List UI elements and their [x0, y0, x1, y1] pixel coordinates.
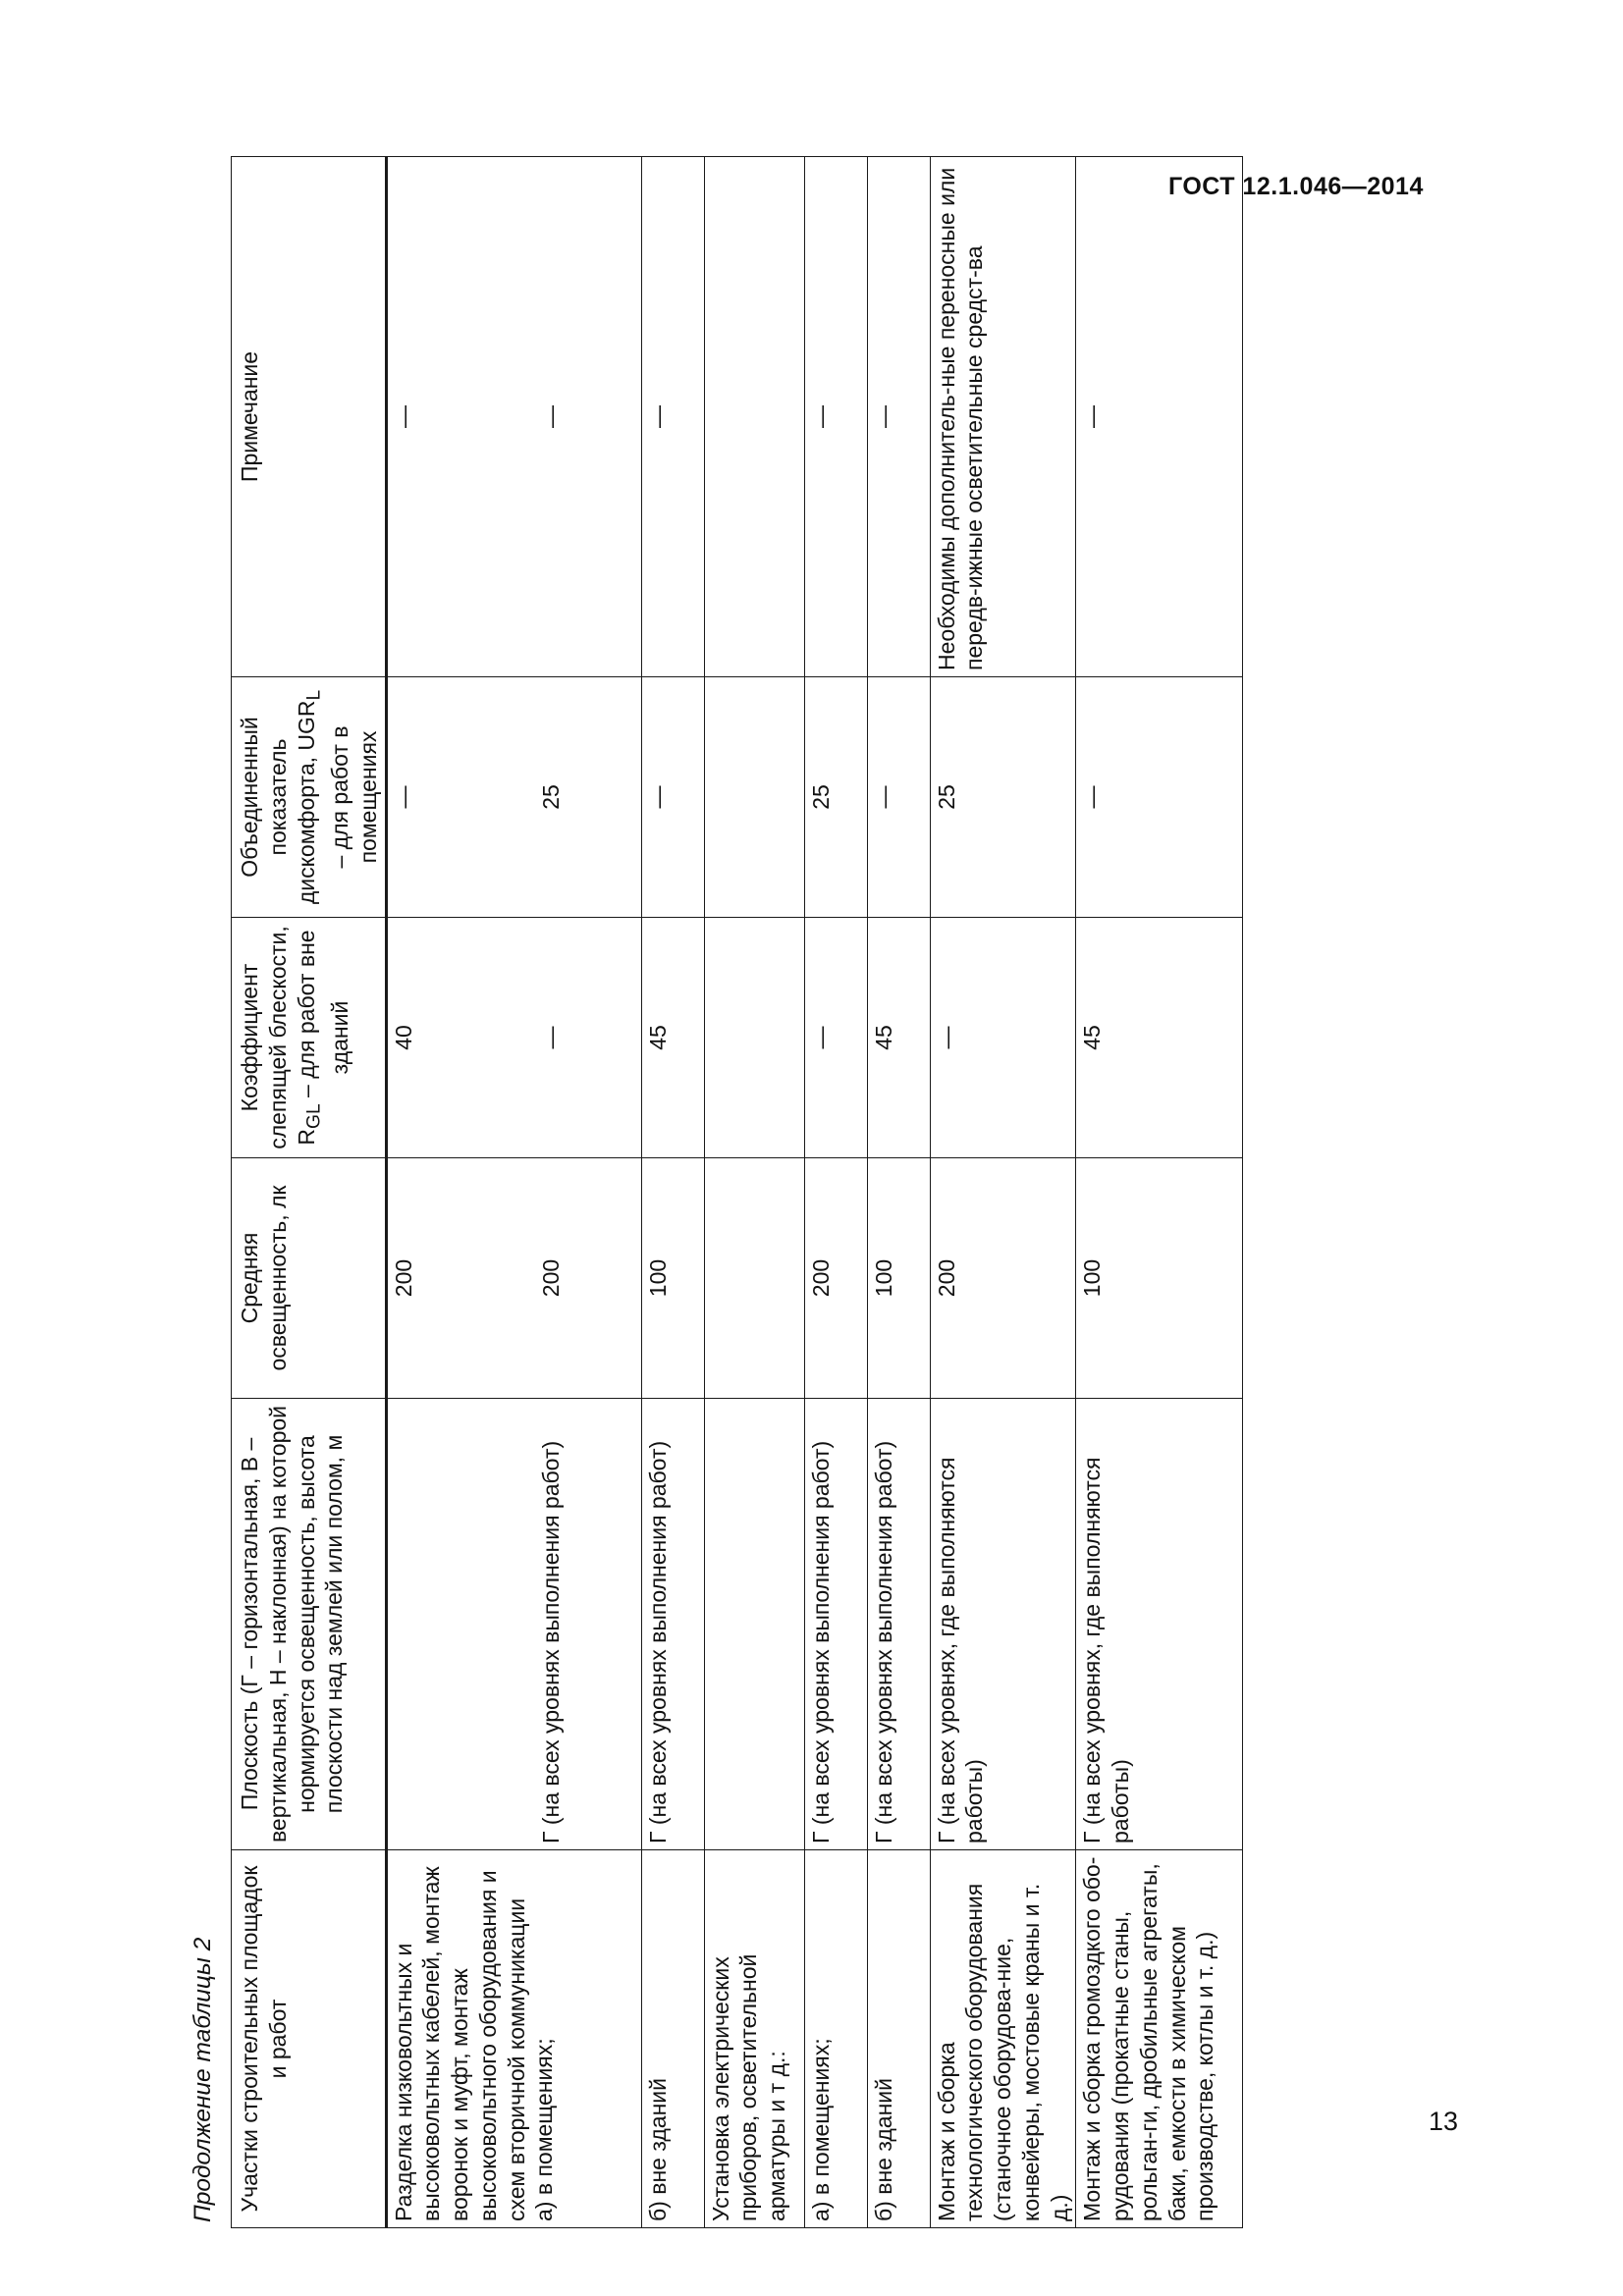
rgl-subscript: GL: [303, 1103, 325, 1129]
cell-ugr: —: [641, 677, 704, 918]
cell-ugr: [704, 677, 804, 918]
ugr-value: 25: [538, 784, 565, 810]
cell-area: а) в помещениях;: [804, 1850, 867, 2228]
col-header-lux: Средняя освещенность, лк: [232, 1158, 387, 1399]
cell-note: —: [867, 157, 930, 677]
lux-top: 200: [390, 1258, 416, 1298]
note-value: —: [538, 405, 565, 428]
cell-plane: Г (на всех уровнях выполнения работ): [867, 1399, 930, 1850]
col-header-rgl: [232, 918, 387, 1158]
cell-plane: Г (на всех уровнях выполнения работ): [804, 1399, 867, 1850]
table-row: [386, 157, 641, 2228]
cell-rgl: 45: [867, 918, 930, 1158]
area-sub: а) в помещениях;: [531, 2038, 558, 2221]
cell-ugr: —: [1076, 677, 1243, 918]
cell-rgl: —: [804, 918, 867, 1158]
cell-plane: Г (на всех уровнях выполнения работ): [641, 1399, 704, 1850]
table-row: [804, 157, 867, 2228]
cell-lux: [386, 1158, 641, 1399]
cell-area: Установка электрических приборов, осветительной арматуры и т д.:: [704, 1850, 804, 2228]
cell-rgl: 45: [641, 918, 704, 1158]
table-header-row: [232, 157, 387, 2228]
rgl-label: Коэффициент слепящей блескости, R: [237, 926, 319, 1149]
col-header-ugr: [232, 677, 387, 918]
cell-rgl: [386, 918, 641, 1158]
table-row: [641, 157, 704, 2228]
cell-ugr: —: [867, 677, 930, 918]
col-header-plane: Плоскость (Г – горизонтальная, В – вертикальная, Н – наклонная) на которой нормируется освещенность, высота плоскости над землей или полом, м: [232, 1399, 387, 1850]
ugr-top: —: [390, 785, 416, 809]
cell-lux: 200: [804, 1158, 867, 1399]
ugr-suffix: – для работ в помещениях: [327, 725, 381, 869]
cell-note: —: [1076, 157, 1243, 677]
cell-lux: 100: [641, 1158, 704, 1399]
cell-lux: 100: [1076, 1158, 1243, 1399]
col-header-area: Участки строительных площадок и работ: [232, 1850, 387, 2228]
cell-lux: 100: [867, 1158, 930, 1399]
table-row: [867, 157, 930, 2228]
table-row: [704, 157, 804, 2228]
cell-note: —: [804, 157, 867, 677]
cell-area: [386, 1850, 641, 2228]
cell-note: —: [641, 157, 704, 677]
cell-rgl: 45: [1076, 918, 1243, 1158]
page-number: 13: [1429, 2107, 1459, 2136]
col-header-note: Примечание: [232, 157, 387, 677]
cell-area: Монтаж и сборка громоздкого обо-рудования (прокатные станы, рольган-ги, дробильные агрегаты, баки, емкости в химическом производстве, котлы и т. д.): [1076, 1850, 1243, 2228]
rgl-top: 40: [390, 1025, 416, 1050]
cell-note: Необходимы дополнитель-ные переносные или передв-ижные осветительные средст-ва: [930, 157, 1076, 677]
note-top: —: [390, 405, 416, 428]
cell-lux: [704, 1158, 804, 1399]
standard-number: ГОСТ 12.1.046—2014: [1168, 173, 1424, 200]
lighting-norms-table: [231, 156, 1243, 2228]
cell-plane: [386, 1399, 641, 1850]
table-row: [930, 157, 1076, 2228]
ugr-label: Объединенный показатель дискомфорта, UGR: [237, 700, 319, 905]
table-row: [1076, 157, 1243, 2228]
ugr-subscript: L: [303, 689, 325, 701]
cell-plane: Г (на всех уровнях, где выполняются работы): [930, 1399, 1076, 1850]
cell-area: б) вне зданий: [641, 1850, 704, 2228]
table-caption: Продолжение таблицы 2: [189, 1937, 216, 2222]
cell-ugr: 25: [804, 677, 867, 918]
rgl-value: —: [538, 1026, 565, 1049]
cell-area: б) вне зданий: [867, 1850, 930, 2228]
cell-rgl: [704, 918, 804, 1158]
rgl-suffix: – для работ вне зданий: [293, 930, 353, 1104]
cell-rgl: —: [930, 918, 1076, 1158]
plane-text: Г (на всех уровнях выполнения работ): [537, 1440, 564, 1843]
cell-lux: 200: [930, 1158, 1076, 1399]
cell-ugr: [386, 677, 641, 918]
rotated-table-block: [189, 157, 1255, 2228]
area-text: Разделка низковольтных и высоковольтных кабелей, монтаж воронок и муфт, монтаж высоковольтного оборудования и схем вторичной коммуникации: [390, 1866, 529, 2221]
cell-ugr: 25: [930, 677, 1076, 918]
cell-plane: [704, 1399, 804, 1850]
cell-plane: Г (на всех уровнях, где выполняются работы): [1076, 1399, 1243, 1850]
cell-note: [386, 157, 641, 677]
lux-value: 200: [538, 1258, 565, 1298]
cell-area: Монтаж и сборка технологического оборудования (станочное оборудова-ние, конвейеры, мостовые краны и т. д.): [930, 1850, 1076, 2228]
cell-note: [704, 157, 804, 677]
